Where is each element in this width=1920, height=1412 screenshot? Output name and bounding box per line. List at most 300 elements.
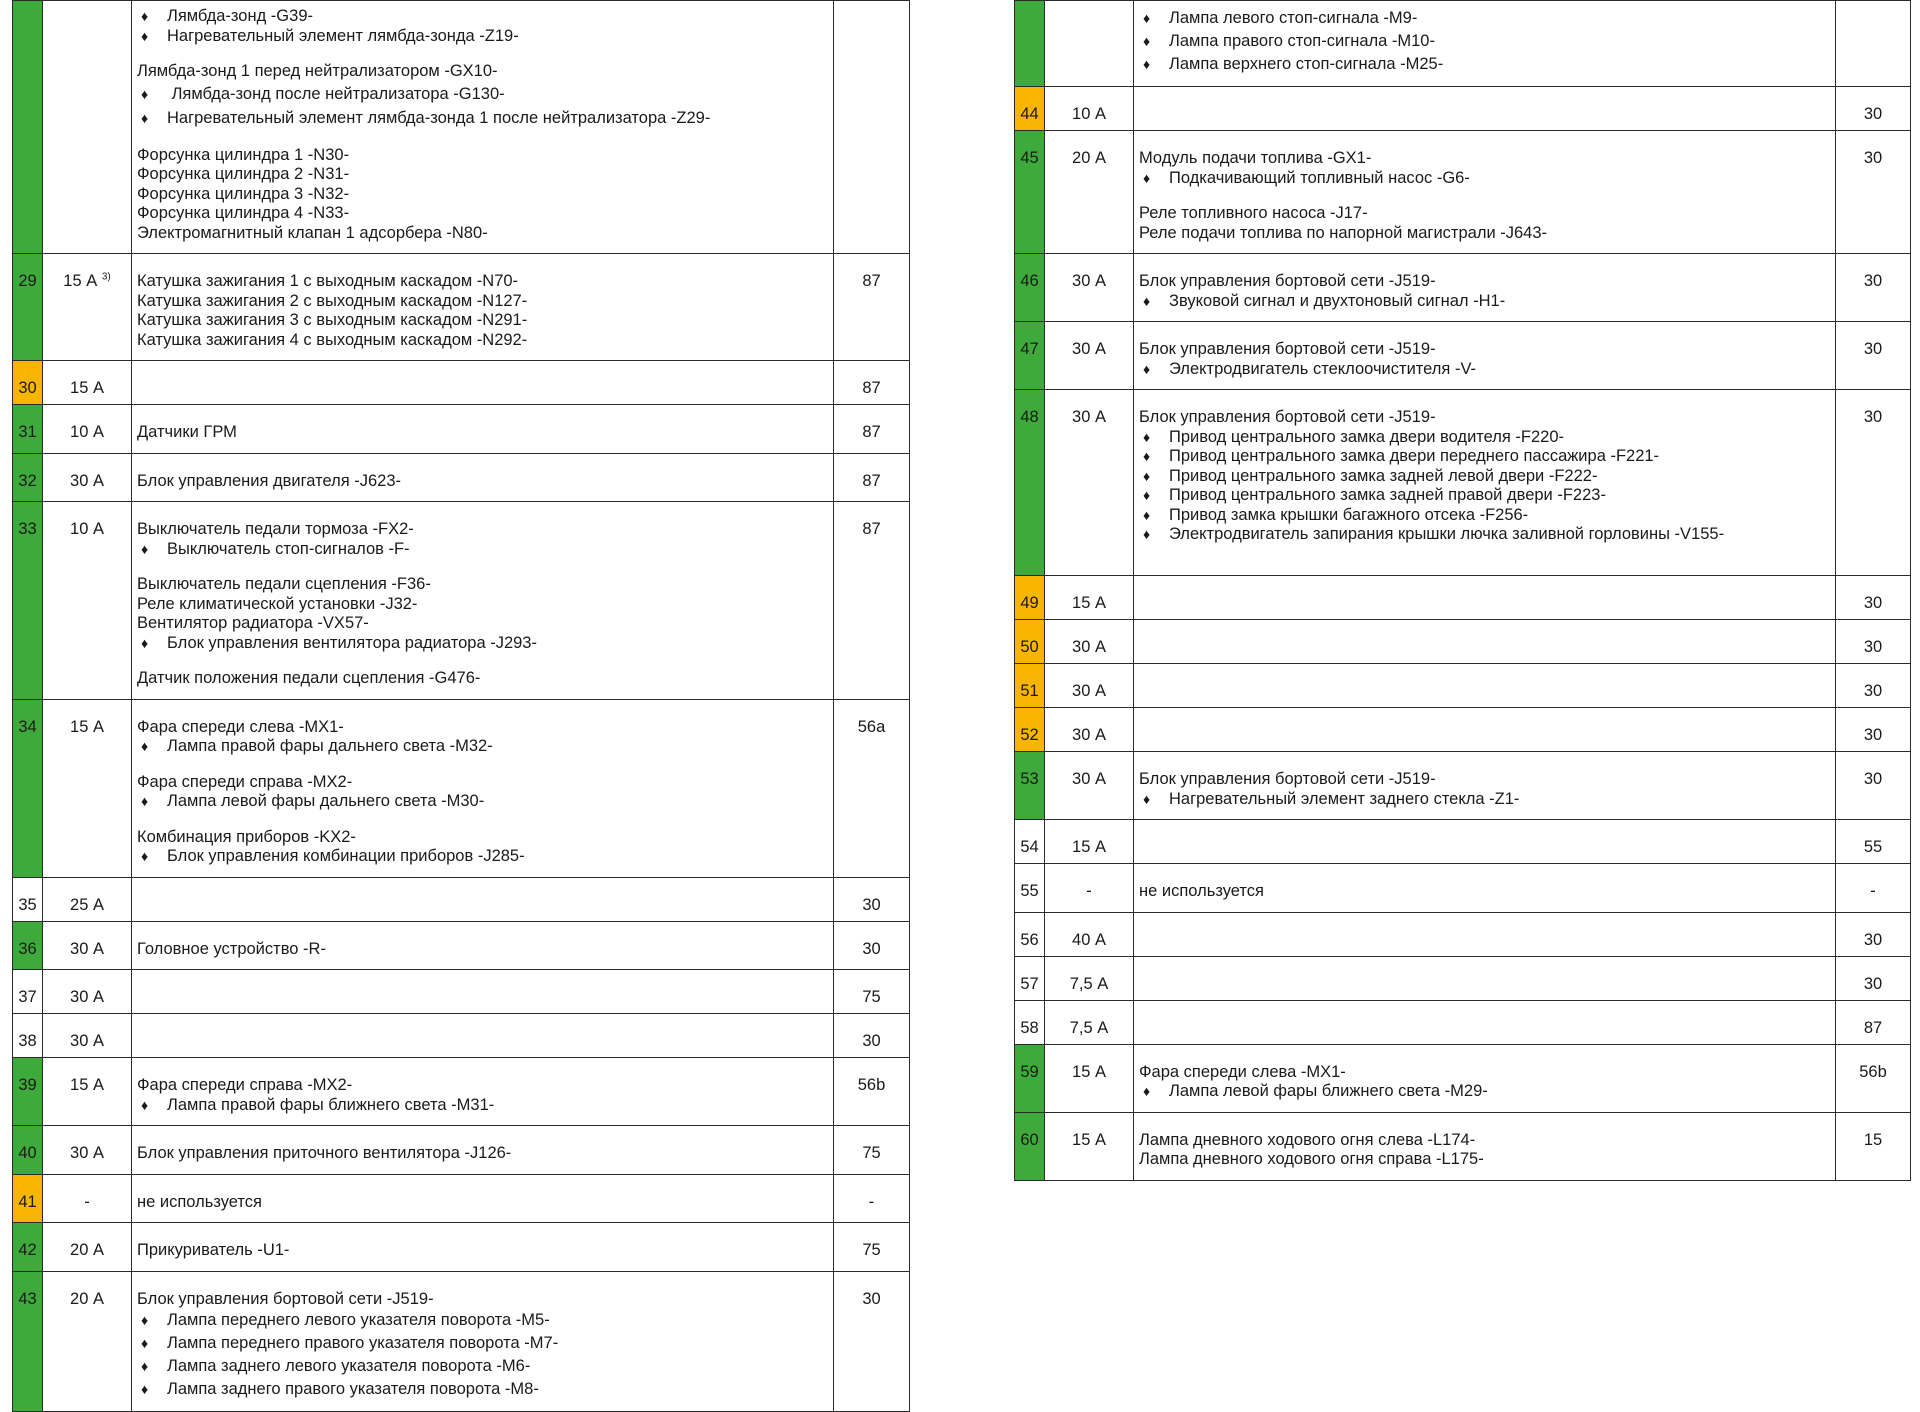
consumer-text: Реле топливного насоса -J17- — [1139, 204, 1368, 222]
terminal: 55 — [1836, 820, 1911, 864]
fuse-rating — [1045, 322, 1134, 390]
fuse-consumers — [132, 921, 834, 970]
fuse-row — [13, 405, 910, 454]
fuse-rating — [1045, 576, 1134, 620]
diamond-bullet-icon: ♦ — [141, 1381, 149, 1397]
fuse-row — [1015, 576, 1911, 620]
consumer-text: Форсунка цилиндра 3 -N32- — [137, 184, 350, 203]
diamond-bullet-icon: ♦ — [1143, 33, 1151, 49]
fuse-consumers — [132, 361, 834, 405]
consumer-item — [1139, 408, 1831, 428]
fuse-row — [1015, 1, 1911, 87]
consumer-text: Блок управления бортовой сети -J519- — [1139, 272, 1436, 290]
diamond-bullet-icon: ♦ — [1143, 506, 1151, 523]
fuse-row — [13, 453, 910, 502]
diamond-bullet-icon: ♦ — [141, 85, 149, 102]
consumer-item — [1139, 224, 1831, 244]
terminal: 30 — [834, 1014, 910, 1058]
fuse-row — [13, 1271, 910, 1412]
fuse-row — [1015, 1044, 1911, 1112]
consumer-sub-item — [1139, 525, 1831, 545]
fuse-rating — [43, 1014, 132, 1058]
diamond-bullet-icon: ♦ — [1143, 169, 1151, 186]
fuse-rating — [1045, 912, 1134, 956]
fuse-consumers — [132, 405, 834, 454]
terminal: 30 — [1836, 956, 1911, 1000]
consumer-text: Реле климатической установки -J32- — [137, 594, 418, 613]
fuse-rating-value: 30 А — [1072, 638, 1106, 656]
consumer-text: Блок управления бортовой сети -J519- — [1139, 340, 1436, 358]
consumer-item — [1139, 1131, 1831, 1151]
fuse-number: 59 — [1015, 1044, 1045, 1112]
fuse-number: 38 — [13, 1014, 43, 1058]
consumer-text: Привод замка крышки багажного отсека -F256- — [1169, 505, 1529, 524]
consumer-item — [1139, 1063, 1831, 1083]
fuse-rating-value: 10 А — [70, 423, 104, 441]
terminal: 87 — [834, 405, 910, 454]
fuse-row — [1015, 664, 1911, 708]
consumer-text: Лямбда-зонд -G39- — [167, 7, 313, 25]
consumer-item — [137, 1290, 829, 1310]
diamond-bullet-icon: ♦ — [1143, 10, 1151, 26]
consumer-item — [137, 718, 829, 738]
fuse-rating — [43, 502, 132, 700]
fuse-rating-value: 30 А — [1072, 340, 1106, 358]
consumer-item — [137, 614, 829, 634]
fuse-consumers — [132, 1126, 834, 1175]
consumer-text: Привод центрального замка двери переднего пассажира -F221- — [1169, 447, 1660, 465]
consumer-item — [137, 773, 829, 793]
diamond-bullet-icon: ♦ — [1143, 526, 1151, 542]
fuse-rating-value: 25 А — [70, 895, 104, 914]
fuse-rating-value: 20 А — [70, 1289, 104, 1308]
terminal: 30 — [1836, 912, 1911, 956]
fuse-consumers — [132, 1058, 834, 1126]
fuse-rating-value: 10 А — [70, 520, 104, 538]
consumer-sub-item — [137, 847, 829, 867]
fuse-row — [1015, 912, 1911, 956]
diamond-bullet-icon: ♦ — [1143, 292, 1151, 309]
fuse-rating — [43, 921, 132, 970]
consumer-item — [137, 1144, 829, 1164]
consumer-text: Лампа верхнего стоп-сигнала -M25- — [1169, 55, 1444, 73]
fuse-rating — [1045, 1000, 1134, 1044]
fuse-rating-value: 30 А — [70, 988, 104, 1006]
consumer-text: Катушка зажигания 3 с выходным каскадом -N291- — [137, 311, 528, 329]
fuse-rating-value: 15 А — [70, 379, 104, 397]
fuse-row — [1015, 708, 1911, 752]
fuse-row — [13, 1126, 910, 1175]
consumer-item — [137, 185, 829, 205]
consumer-text: Катушка зажигания 2 с выходным каскадом -N127- — [137, 291, 528, 310]
fuse-number: 41 — [13, 1174, 43, 1223]
consumer-item — [137, 292, 829, 312]
consumer-text: Электродвигатель запирания крышки лючка заливной горловины -V155- — [1169, 525, 1725, 543]
consumer-sub-item — [137, 1096, 829, 1116]
fuse-rating — [43, 1223, 132, 1272]
terminal: 56a — [834, 699, 910, 877]
fuse-rating — [1045, 254, 1134, 322]
consumer-text: Датчик положения педали сцепления -G476- — [137, 669, 481, 687]
terminal: 30 — [1836, 708, 1911, 752]
fuse-rating — [1045, 87, 1134, 131]
consumer-item — [137, 224, 829, 244]
fuse-rating — [43, 1174, 132, 1223]
consumer-sub-item — [137, 634, 829, 654]
diamond-bullet-icon: ♦ — [141, 109, 149, 126]
consumer-text: Фара спереди слева -MX1- — [137, 717, 344, 736]
fuse-rating-value: 15 А — [1072, 1062, 1106, 1081]
consumer-sub-item — [1139, 467, 1831, 487]
fuse-number — [13, 1, 43, 254]
consumer-item — [137, 423, 829, 443]
consumer-text: Комбинация приборов -KX2- — [137, 827, 356, 846]
diamond-bullet-icon: ♦ — [1143, 487, 1151, 503]
fuse-number: 36 — [13, 921, 43, 970]
consumer-text: Электромагнитный клапан 1 адсорбера -N80- — [137, 223, 488, 242]
fuse-rating — [1045, 1044, 1134, 1112]
consumer-sub-item — [1139, 447, 1831, 467]
consumer-text: Прикуриватель -U1- — [137, 1241, 290, 1259]
consumer-item — [1139, 882, 1831, 902]
diamond-bullet-icon: ♦ — [141, 738, 149, 754]
consumer-text: Привод центрального замка задней правой двери -F223- — [1169, 486, 1606, 504]
fuse-row — [13, 970, 910, 1014]
fuse-rating-value: 30 А — [70, 939, 104, 958]
diamond-bullet-icon: ♦ — [1143, 56, 1151, 72]
consumer-text: Блок управления приточного вентилятора -J126- — [137, 1144, 512, 1162]
fuse-rating-value: 15 А — [70, 1076, 104, 1094]
consumer-text: Блок управления вентилятора радиатора -J293- — [167, 633, 537, 652]
diamond-bullet-icon: ♦ — [141, 8, 149, 24]
consumer-text: Подкачивающий топливный насос -G6- — [1169, 168, 1470, 187]
fuse-rating-value: 15 А — [1072, 594, 1106, 612]
consumer-text: Лампа левой фары дальнего света -M30- — [167, 792, 485, 810]
fuse-rating-value: 30 А — [70, 471, 104, 490]
fuse-rating-value: 40 А — [1072, 930, 1106, 949]
fuse-rating — [43, 877, 132, 921]
terminal: 15 — [1836, 1112, 1911, 1180]
consumer-text: не используется — [1139, 882, 1264, 900]
fuse-rating-value: 15 А — [63, 272, 98, 290]
terminal: 87 — [1836, 1000, 1911, 1044]
fuse-row — [1015, 864, 1911, 913]
consumer-sub-item — [137, 540, 829, 560]
fuse-number: 43 — [13, 1271, 43, 1412]
fuse-number: 32 — [13, 453, 43, 502]
consumer-text: Форсунка цилиндра 2 -N31- — [137, 165, 350, 183]
fuse-row — [1015, 620, 1911, 664]
fuse-row — [1015, 131, 1911, 254]
diamond-bullet-icon: ♦ — [141, 1312, 149, 1328]
consumer-sub-item — [1139, 292, 1831, 312]
terminal — [1836, 1, 1911, 87]
fuse-number: 53 — [1015, 752, 1045, 820]
consumer-text: Головное устройство -R- — [137, 939, 326, 958]
terminal: 87 — [834, 254, 910, 361]
fuse-row — [1015, 87, 1911, 131]
fuse-number: 35 — [13, 877, 43, 921]
fuse-number: 37 — [13, 970, 43, 1014]
terminal: 75 — [834, 1126, 910, 1175]
consumer-item — [1139, 1150, 1831, 1170]
consumer-sub-item — [1139, 790, 1831, 810]
diamond-bullet-icon: ♦ — [141, 634, 149, 651]
consumer-sub-item — [1139, 53, 1831, 76]
consumer-text: Блок управления бортовой сети -J519- — [1139, 770, 1436, 788]
consumer-item — [137, 1193, 829, 1213]
fuse-rating — [1045, 1, 1134, 87]
consumer-sub-item — [137, 1309, 829, 1332]
consumer-text: Звуковой сигнал и двухтоновый сигнал -H1- — [1169, 291, 1506, 310]
fuse-consumers — [1134, 322, 1836, 390]
fuse-number: 45 — [1015, 131, 1045, 254]
consumer-text: Лампа левого стоп-сигнала -M9- — [1169, 9, 1418, 27]
consumer-sub-item — [1139, 428, 1831, 448]
consumer-text: Нагревательный элемент лямбда-зонда 1 после нейтрализатора -Z29- — [167, 108, 711, 127]
fuse-row — [13, 699, 910, 877]
consumer-item — [137, 165, 829, 185]
fuse-rating — [43, 453, 132, 502]
terminal: 75 — [834, 970, 910, 1014]
fuse-number: 46 — [1015, 254, 1045, 322]
consumer-text: Выключатель стоп-сигналов -F- — [167, 539, 410, 558]
fuse-rating — [43, 699, 132, 877]
line-gap — [137, 757, 829, 773]
fuse-rating — [1045, 752, 1134, 820]
consumer-text: Фара спереди справа -MX2- — [137, 1076, 353, 1094]
terminal: 56b — [1836, 1044, 1911, 1112]
terminal: - — [1836, 864, 1911, 913]
fuse-rating-value: 7,5 А — [1069, 974, 1109, 993]
fuse-consumers — [1134, 912, 1836, 956]
fuse-rating-value: 10 А — [1072, 105, 1106, 123]
fuse-rating-value: 30 А — [1072, 770, 1106, 788]
fuse-rating — [43, 1058, 132, 1126]
fuse-rating-value: 30 А — [1072, 408, 1106, 426]
fuse-rating — [1045, 1112, 1134, 1180]
diamond-bullet-icon: ♦ — [141, 1358, 149, 1374]
consumer-text: Нагревательный элемент заднего стекла -Z1- — [1169, 789, 1520, 808]
fuse-rating — [1045, 864, 1134, 913]
fuse-row — [1015, 820, 1911, 864]
consumer-sub-item — [1139, 360, 1831, 380]
fuse-consumers — [132, 1014, 834, 1058]
fuse-consumers — [132, 970, 834, 1014]
fuse-consumers — [1134, 576, 1836, 620]
fuse-rating-value: 15 А — [1072, 838, 1106, 856]
fuse-number — [1015, 1, 1045, 87]
consumer-item — [137, 62, 829, 82]
consumer-text: Реле подачи топлива по напорной магистрали -J643- — [1139, 223, 1548, 242]
terminal: 56b — [834, 1058, 910, 1126]
diamond-bullet-icon: ♦ — [1143, 428, 1151, 445]
consumer-text: Форсунка цилиндра 1 -N30- — [137, 145, 350, 164]
consumer-text: Лампа правой фары ближнего света -M31- — [167, 1095, 495, 1114]
consumer-sub-item — [137, 792, 829, 812]
fuse-number: 47 — [1015, 322, 1045, 390]
fuse-consumers — [1134, 864, 1836, 913]
fuse-consumers — [1134, 820, 1836, 864]
fuse-row — [1015, 752, 1911, 820]
consumer-sub-item — [137, 7, 829, 27]
consumer-item — [137, 472, 829, 492]
consumer-text: Выключатель педали тормоза -FX2- — [137, 520, 414, 538]
fuse-row — [1015, 956, 1911, 1000]
consumer-text: Лампа правого стоп-сигнала -M10- — [1169, 32, 1435, 50]
line-gap — [137, 559, 829, 575]
fuse-rating-value: 7,5 А — [1069, 1018, 1109, 1037]
fuse-number: 54 — [1015, 820, 1045, 864]
diamond-bullet-icon: ♦ — [141, 540, 149, 557]
consumer-item — [137, 1241, 829, 1261]
fuse-row — [13, 1174, 910, 1223]
fuse-rating-value: 30 А — [1072, 682, 1106, 700]
fuse-consumers — [1134, 956, 1836, 1000]
diamond-bullet-icon: ♦ — [141, 1335, 149, 1351]
fuse-row — [13, 1058, 910, 1126]
terminal: 75 — [834, 1223, 910, 1272]
diamond-bullet-icon: ♦ — [1143, 790, 1151, 807]
fuse-number: 50 — [1015, 620, 1045, 664]
fuse-number: 44 — [1015, 87, 1045, 131]
diamond-bullet-icon: ♦ — [1143, 1083, 1151, 1099]
consumer-text: Катушка зажигания 1 с выходным каскадом -N70- — [137, 272, 519, 290]
terminal: 30 — [1836, 664, 1911, 708]
fuse-number: 33 — [13, 502, 43, 700]
consumer-text: Лампа дневного ходового огня слева -L174- — [1139, 1130, 1476, 1149]
fuse-consumers — [1134, 254, 1836, 322]
fuse-row — [13, 1014, 910, 1058]
fuse-rating-value: 20 А — [1072, 149, 1106, 167]
terminal: 30 — [1836, 87, 1911, 131]
consumer-text: Блок управления бортовой сети -J519- — [137, 1289, 434, 1308]
consumer-text: не используется — [137, 1192, 262, 1211]
fuse-consumers — [1134, 390, 1836, 576]
consumer-sub-item — [1139, 30, 1831, 53]
fuse-rating-value: 30 А — [70, 1144, 104, 1162]
fuse-rating — [43, 1126, 132, 1175]
footnote-ref: 3) — [101, 271, 111, 283]
diamond-bullet-icon: ♦ — [141, 27, 149, 44]
consumer-item — [1139, 204, 1831, 224]
fuse-consumers — [1134, 1, 1836, 87]
terminal: 30 — [1836, 131, 1911, 254]
line-gap — [1139, 188, 1831, 204]
consumer-text: Блок управления бортовой сети -J519- — [1139, 408, 1436, 426]
terminal: 30 — [834, 877, 910, 921]
fuse-row — [1015, 322, 1911, 390]
consumer-item — [137, 575, 829, 595]
consumer-item — [137, 828, 829, 848]
consumer-sub-item — [1139, 486, 1831, 506]
fuse-row — [13, 877, 910, 921]
terminal: 30 — [1836, 390, 1911, 576]
fuse-rating — [1045, 708, 1134, 752]
consumer-item — [137, 272, 829, 292]
consumer-item — [137, 331, 829, 351]
fuse-rating-value: - — [1086, 882, 1092, 900]
consumer-text: Блок управления комбинации приборов -J285- — [167, 847, 525, 865]
consumer-sub-item — [137, 1332, 829, 1355]
fuse-consumers — [132, 1, 834, 254]
fuse-rating-value: 20 А — [70, 1241, 104, 1259]
consumer-text: Лампа заднего правого указателя поворота -M8- — [167, 1380, 539, 1398]
fuse-number: 42 — [13, 1223, 43, 1272]
consumer-item — [137, 146, 829, 166]
consumer-sub-item — [137, 82, 829, 106]
fuse-consumers — [1134, 1112, 1836, 1180]
fuse-row — [1015, 390, 1911, 576]
fuse-number: 30 — [13, 361, 43, 405]
consumer-text: Нагревательный элемент лямбда-зонда -Z19- — [167, 26, 519, 45]
terminal — [834, 1, 910, 254]
fuse-rating — [43, 1, 132, 254]
consumer-text: Лямбда-зонд 1 перед нейтрализатором -GX10- — [137, 62, 498, 80]
fuse-consumers — [132, 1271, 834, 1412]
fuse-number: 52 — [1015, 708, 1045, 752]
consumer-text: Лампа заднего левого указателя поворота -M6- — [167, 1357, 531, 1375]
consumer-sub-item — [137, 106, 829, 130]
fuse-rating-value: 30 А — [1072, 726, 1106, 744]
consumer-text: Выключатель педали сцепления -F36- — [137, 575, 431, 593]
terminal: 30 — [1836, 620, 1911, 664]
terminal: 30 — [1836, 576, 1911, 620]
diamond-bullet-icon: ♦ — [1143, 360, 1151, 377]
fuse-row — [13, 254, 910, 361]
fuse-rating — [1045, 620, 1134, 664]
consumer-sub-item — [137, 1378, 829, 1401]
consumer-item — [137, 204, 829, 224]
consumer-text: Вентилятор радиатора -VX57- — [137, 614, 369, 632]
consumer-text: Катушка зажигания 4 с выходным каскадом -N292- — [137, 330, 528, 349]
consumer-text: Привод центрального замка задней левой двери -F222- — [1169, 466, 1598, 485]
terminal: 30 — [834, 1271, 910, 1412]
consumer-sub-item — [137, 27, 829, 47]
fuse-consumers — [1134, 1044, 1836, 1112]
terminal: 87 — [834, 453, 910, 502]
fuse-number: 34 — [13, 699, 43, 877]
fuse-number: 57 — [1015, 956, 1045, 1000]
consumer-item — [1139, 340, 1831, 360]
consumer-sub-item — [1139, 7, 1831, 30]
consumer-text: Электродвигатель стеклоочистителя -V- — [1169, 359, 1477, 378]
terminal: 87 — [834, 502, 910, 700]
fuse-consumers — [1134, 620, 1836, 664]
consumer-text: Лампа левой фары ближнего света -M29- — [1169, 1082, 1488, 1100]
fuse-row — [13, 1, 910, 254]
consumer-sub-item — [137, 737, 829, 757]
fuse-number: 58 — [1015, 1000, 1045, 1044]
consumer-text: Датчики ГРМ — [137, 423, 237, 441]
fuse-rating — [1045, 956, 1134, 1000]
consumer-item — [137, 311, 829, 331]
fuse-rating — [43, 1271, 132, 1412]
consumer-text: Форсунка цилиндра 4 -N33- — [137, 204, 350, 222]
fuse-consumers — [1134, 752, 1836, 820]
consumer-sub-item — [137, 1355, 829, 1378]
fuse-rating — [1045, 820, 1134, 864]
consumer-sub-item — [1139, 506, 1831, 526]
fuse-rating-value: 15 А — [1072, 1130, 1106, 1149]
diamond-bullet-icon: ♦ — [141, 1096, 149, 1113]
fuse-row — [1015, 1000, 1911, 1044]
terminal: 30 — [1836, 254, 1911, 322]
fuse-row — [13, 921, 910, 970]
terminal: 30 — [1836, 752, 1911, 820]
fuse-consumers — [132, 1223, 834, 1272]
fuse-number: 40 — [13, 1126, 43, 1175]
